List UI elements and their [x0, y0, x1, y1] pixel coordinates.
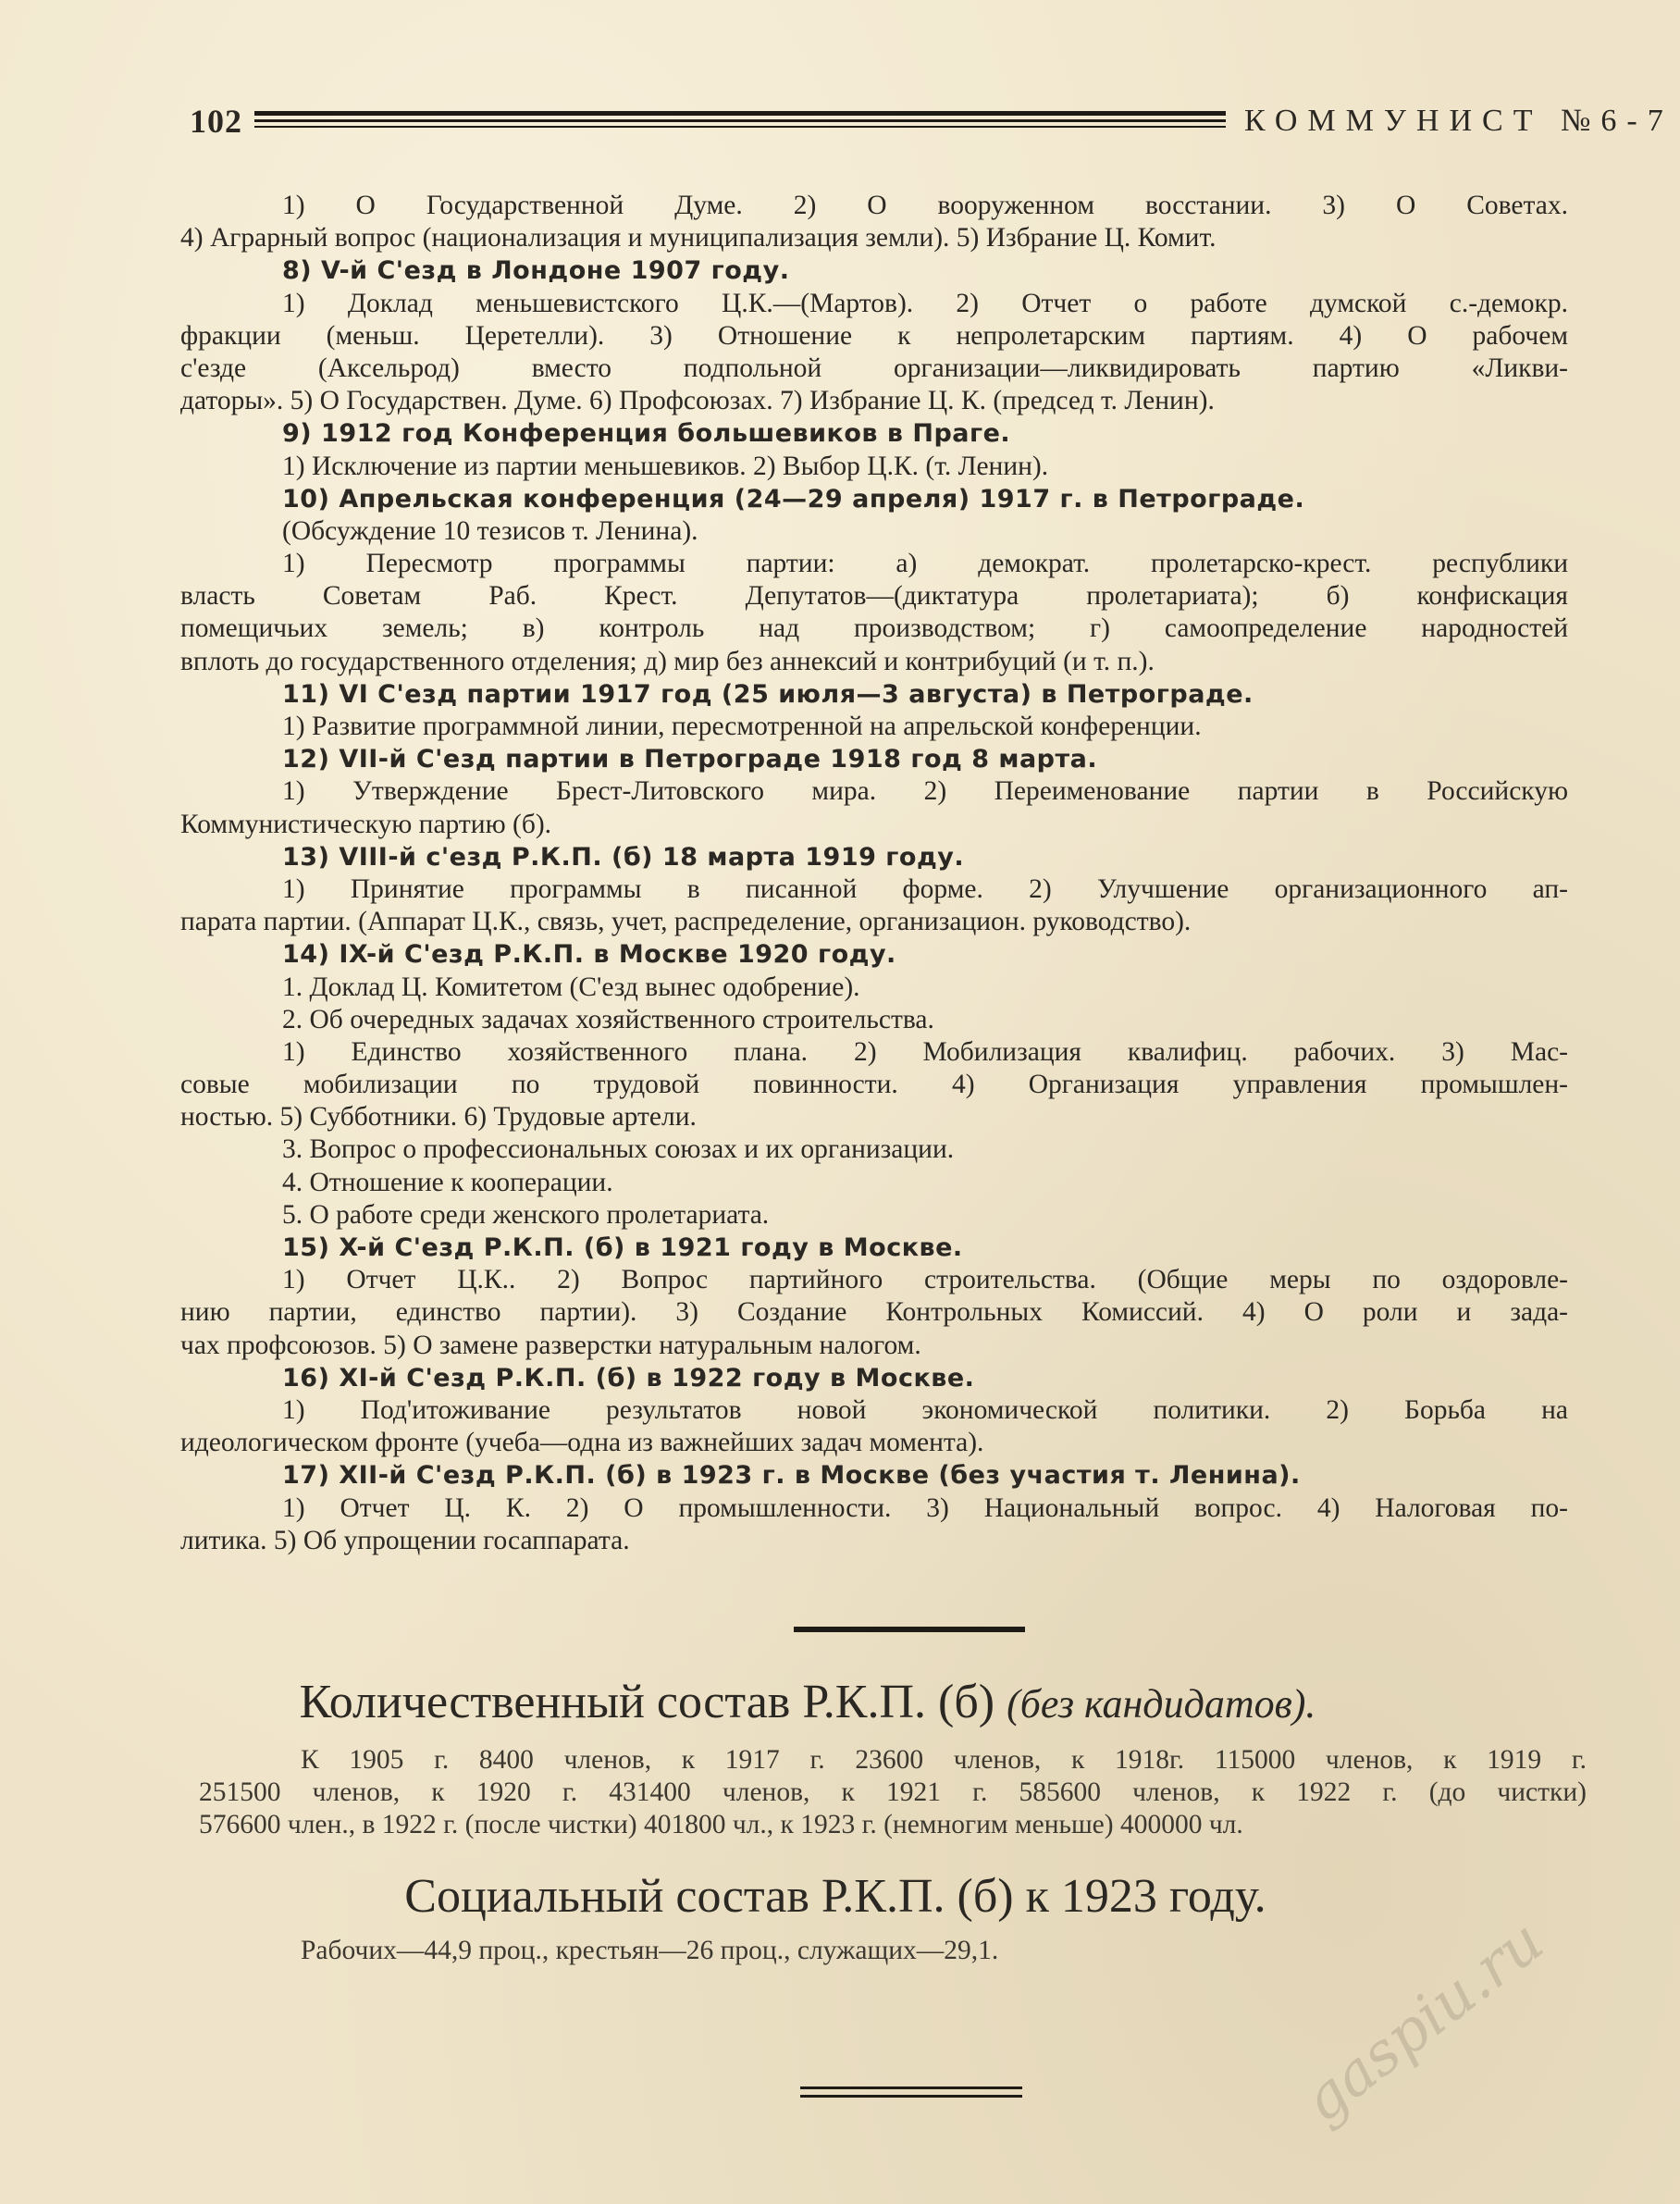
membership-title: Количественный состав Р.К.П. (б) [299, 1676, 995, 1728]
page-header [190, 100, 1674, 146]
text-line: (Обсуждение 10 тезисов т. Ленина). [282, 515, 698, 546]
membership-subtitle: (без кандидатов). [1007, 1681, 1316, 1727]
text-line: власть Советам Раб. Крест. Депутатов—(диктатура пролетариата); б) конфискация [180, 581, 1568, 612]
text-line: с'езде (Аксельрод) вместо подпольной организации—ликвидировать партию «Ликви- [180, 353, 1568, 383]
text-line: 1) Исключение из партии меньшевиков. 2) Выбор Ц.К. (т. Ленин). [282, 451, 1049, 481]
section-title-social: Социальный состав Р.К.П. (б) к 1923 году. [404, 1870, 1266, 1923]
header-rule [254, 111, 1226, 128]
text-line: нию партии, единство партии). 3) Создание Контрольных Комиссий. 4) О роли и зада- [180, 1297, 1568, 1328]
body-text [180, 190, 1568, 1557]
text-line: 251500 членов, к 1920 г. 431400 членов, к 1921 г. 585600 членов, к 1922 г. (до чистки) [199, 1777, 1587, 1808]
text-line: 1. Доклад Ц. Комитетом (С'езд вынес одобрение). [282, 972, 860, 1002]
text-line: 1) Развитие программной линии, пересмотренной на апрельской конференции. [282, 712, 1202, 741]
text-line: парата партии. (Аппарат Ц.К., связь, учет, распределение, организацион. руководство). [180, 907, 1192, 937]
section-heading: 12) VII-й С'езд партии в Петрограде 1918 год 8 марта. [282, 745, 1098, 774]
text-line: 3. Вопрос о профессиональных союзах и их организации. [282, 1134, 955, 1165]
section-heading: 8) V-й С'езд в Лондоне 1907 году. [282, 256, 790, 286]
text-line: 1) Отчет Ц. К. 2) О промышленности. 3) Национальный вопрос. 4) Налоговая по- [282, 1492, 1568, 1523]
text-line: литика. 5) Об упрощении госаппарата. [180, 1525, 630, 1555]
text-line: даторы». 5) О Государствен. Думе. 6) Профсоюзах. 7) Избрание Ц. К. (председ т. Ленин). [180, 386, 1215, 416]
text-line: помещичьих земель; в) контроль над производством; г) самоопределение народностей [180, 613, 1568, 644]
text-line: 1) Пересмотр программы партии: а) демократ. пролетарско-крест. республики [282, 549, 1568, 579]
section-heading: 16) XI-й С'езд Р.К.П. (б) в 1922 году в Москве. [282, 1363, 975, 1393]
watermark: gaspiu.ru [1291, 1907, 1557, 2136]
social-composition-text: Рабочих—44,9 проц., крестьян—26 проц., служащих—29,1. [301, 1936, 999, 1965]
section-heading: 15) X-й С'езд Р.К.П. (б) в 1921 году в Москве. [282, 1233, 963, 1262]
journal-title: КОММУНИСТ №6-7 [1244, 104, 1674, 138]
text-line: 576600 член., в 1922 г. (после чистки) 401800 чл., к 1923 г. (немногим меньше) 400000 чл. [199, 1810, 1243, 1840]
section-heading: 13) VIII-й с'езд Р.К.П. (б) 18 марта 1919 году. [282, 842, 965, 872]
text-line: 5. О работе среди женского пролетариата. [282, 1199, 770, 1230]
text-line: чах профсоюзов. 5) О замене разверстки натуральным налогом. [180, 1330, 921, 1360]
text-line: К 1905 г. 8400 членов, к 1917 г. 23600 членов, к 1918г. 115000 членов, к 1919 г. [301, 1745, 1587, 1775]
text-line: 1) Единство хозяйственного плана. 2) Мобилизация квалифиц. рабочих. 3) Мас- [282, 1036, 1568, 1067]
text-line: 1) Принятие программы в писанной форме. 2) Улучшение организационного ап- [282, 873, 1568, 904]
text-line: идеологическом фронте (учеба—одна из важнейших задач момента). [180, 1428, 984, 1458]
section-heading: 14) IX-й С'езд Р.К.П. в Москве 1920 году. [282, 940, 896, 970]
text-line: 1) Отчет Ц.К.. 2) Вопрос партийного строительства. (Общие меры по оздоровле- [282, 1265, 1568, 1295]
section-heading: 17) XII-й С'езд Р.К.П. (б) в 1923 г. в Москве (без участия т. Ленина). [282, 1461, 1301, 1491]
membership-stats [199, 1744, 1587, 1842]
text-line: 1) Утверждение Брест-Литовского мира. 2) Переименование партии в Российскую [282, 776, 1568, 807]
section-heading: 10) Апрельская конференция (24—29 апреля) 1917 г. в Петрограде. [282, 484, 1305, 514]
text-line: Коммунистическую партию (б). [180, 809, 552, 839]
page-number: 102 [190, 103, 242, 140]
end-divider [800, 2086, 1022, 2098]
text-line: 2. Об очередных задачах хозяйственного строительства. [282, 1004, 934, 1034]
text-line: 1) Под'итоживание результатов новой экономической политики. 2) Борьба на [282, 1394, 1568, 1425]
text-line: фракции (меньш. Церетелли). 3) Отношение к непролетарским партиям. 4) О рабочем [180, 320, 1568, 351]
text-line: ностью. 5) Субботники. 6) Трудовые артели. [180, 1102, 697, 1133]
text-line: совые мобилизации по трудовой повинности. 4) Организация управления промышлен- [180, 1070, 1568, 1100]
section-heading: 11) VI С'езд партии 1917 год (25 июля—3 августа) в Петрограде. [282, 679, 1254, 709]
text-line: вплоть до государственного отделения; д) мир без аннексий и контрибуций (и т. п.). [180, 646, 1155, 676]
section-divider [794, 1627, 1025, 1632]
text-line: 1) О Государственной Думе. 2) О вооруженном восстании. 3) О Советах. [282, 191, 1568, 220]
text-line: 4. Отношение к кооперации. [282, 1167, 613, 1197]
text-line: 4) Аграрный вопрос (национализация и муниципализация земли). 5) Избрание Ц. Комит. [180, 223, 1217, 254]
section-heading: 9) 1912 год Конференция большевиков в Праге. [282, 419, 1011, 449]
section-title-membership [0, 1675, 1648, 1729]
text-line: 1) Доклад меньшевистского Ц.К.—(Мартов). 2) Отчет о работе думской с.-демокр. [282, 288, 1568, 318]
